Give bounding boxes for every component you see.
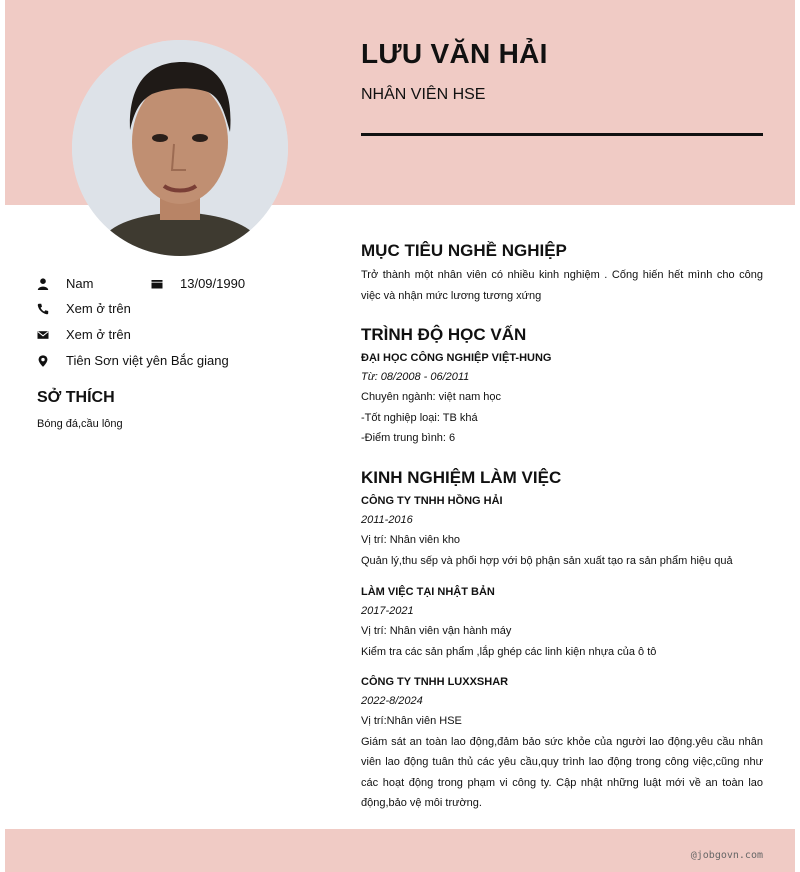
hobbies-text: Bóng đá,cầu lông <box>37 418 123 430</box>
job-company: CÔNG TY TNHH LUXXSHAR <box>361 676 509 688</box>
email-row <box>37 327 131 342</box>
school-name: ĐẠI HỌC CÔNG NGHIỆP VIỆT-HUNG <box>361 352 552 364</box>
job-item <box>361 492 763 571</box>
header-divider <box>361 133 763 136</box>
education-period: Từ: 08/2008 - 06/2011 <box>361 371 470 383</box>
footer-watermark: @jobgovn.com <box>690 850 763 861</box>
job-period: 2011-2016 <box>361 514 413 526</box>
profile-photo <box>72 40 288 256</box>
portrait-illustration <box>72 40 288 256</box>
job-description: Quản lý,thu sếp và phối hợp với bộ phận sản xuất tạo ra sản phẩm hiệu quả <box>361 554 733 567</box>
hobbies-heading: SỞ THÍCH <box>37 389 115 406</box>
objective-text: Trở thành một nhân viên có nhiều kinh nghiệm . Cống hiến hết mình cho công việc và nhận mức lương tương xứng <box>361 269 763 302</box>
phone-icon <box>37 303 49 315</box>
birthday-row <box>151 276 245 291</box>
job-description: Kiểm tra các sản phẩm ,lắp ghép các linh kiện nhựa của ô tô <box>361 645 657 658</box>
gender-row <box>37 276 93 291</box>
phone-row <box>37 301 131 316</box>
objective-heading: MỤC TIÊU NGHỀ NGHIỆP <box>361 241 567 260</box>
job-description: Giám sát an toàn lao động,đảm bảo sức khỏe của người lao động.yêu cầu nhân viên lao động tuân thủ các yêu cầu,quy trình lao động trong công việc,cũng như các hoạt động trong phạm vi công ty. Cập nhật những luật mới về an toàn lao động,bảo vệ môi trường. <box>361 735 763 809</box>
job-company: CÔNG TY TNHH HỒNG HẢI <box>361 495 503 507</box>
candidate-name: LƯU VĂN HẢI <box>361 38 548 69</box>
job-period: 2022-8/2024 <box>361 695 423 707</box>
education-heading: TRÌNH ĐỘ HỌC VẤN <box>361 325 527 344</box>
calendar-icon <box>151 278 163 290</box>
person-icon <box>37 278 49 290</box>
experience-heading: KINH NGHIỆM LÀM VIỆC <box>361 468 562 487</box>
job-role: Vị trí: Nhân viên kho <box>361 534 461 546</box>
education-major: Chuyên ngành: việt nam học <box>361 391 502 403</box>
phone-value: Xem ở trên <box>66 301 131 316</box>
education-grade: -Tốt nghiệp loại: TB khá <box>361 411 478 424</box>
address-value: Tiên Sơn việt yên Bắc giang <box>66 353 229 368</box>
cv-page <box>5 0 795 872</box>
envelope-icon <box>37 329 49 341</box>
job-period: 2017-2021 <box>361 605 414 617</box>
education-gpa: -Điểm trung bình: 6 <box>361 432 456 444</box>
job-role: Vị trí: Nhân viên vận hành máy <box>361 625 512 637</box>
gender-value: Nam <box>66 276 94 291</box>
objective-section <box>361 265 763 306</box>
education-section <box>361 349 763 449</box>
candidate-position: NHÂN VIÊN HSE <box>361 86 486 103</box>
birthday-value: 13/09/1990 <box>180 276 246 291</box>
job-role: Vị trí:Nhân viên HSE <box>361 715 462 727</box>
footer-band <box>5 829 795 872</box>
location-pin-icon <box>37 355 49 367</box>
job-item <box>361 583 763 662</box>
job-company: LÀM VIỆC TẠI NHẬT BẢN <box>361 586 495 598</box>
address-row <box>37 353 229 368</box>
job-item <box>361 673 763 814</box>
email-value: Xem ở trên <box>66 327 131 342</box>
